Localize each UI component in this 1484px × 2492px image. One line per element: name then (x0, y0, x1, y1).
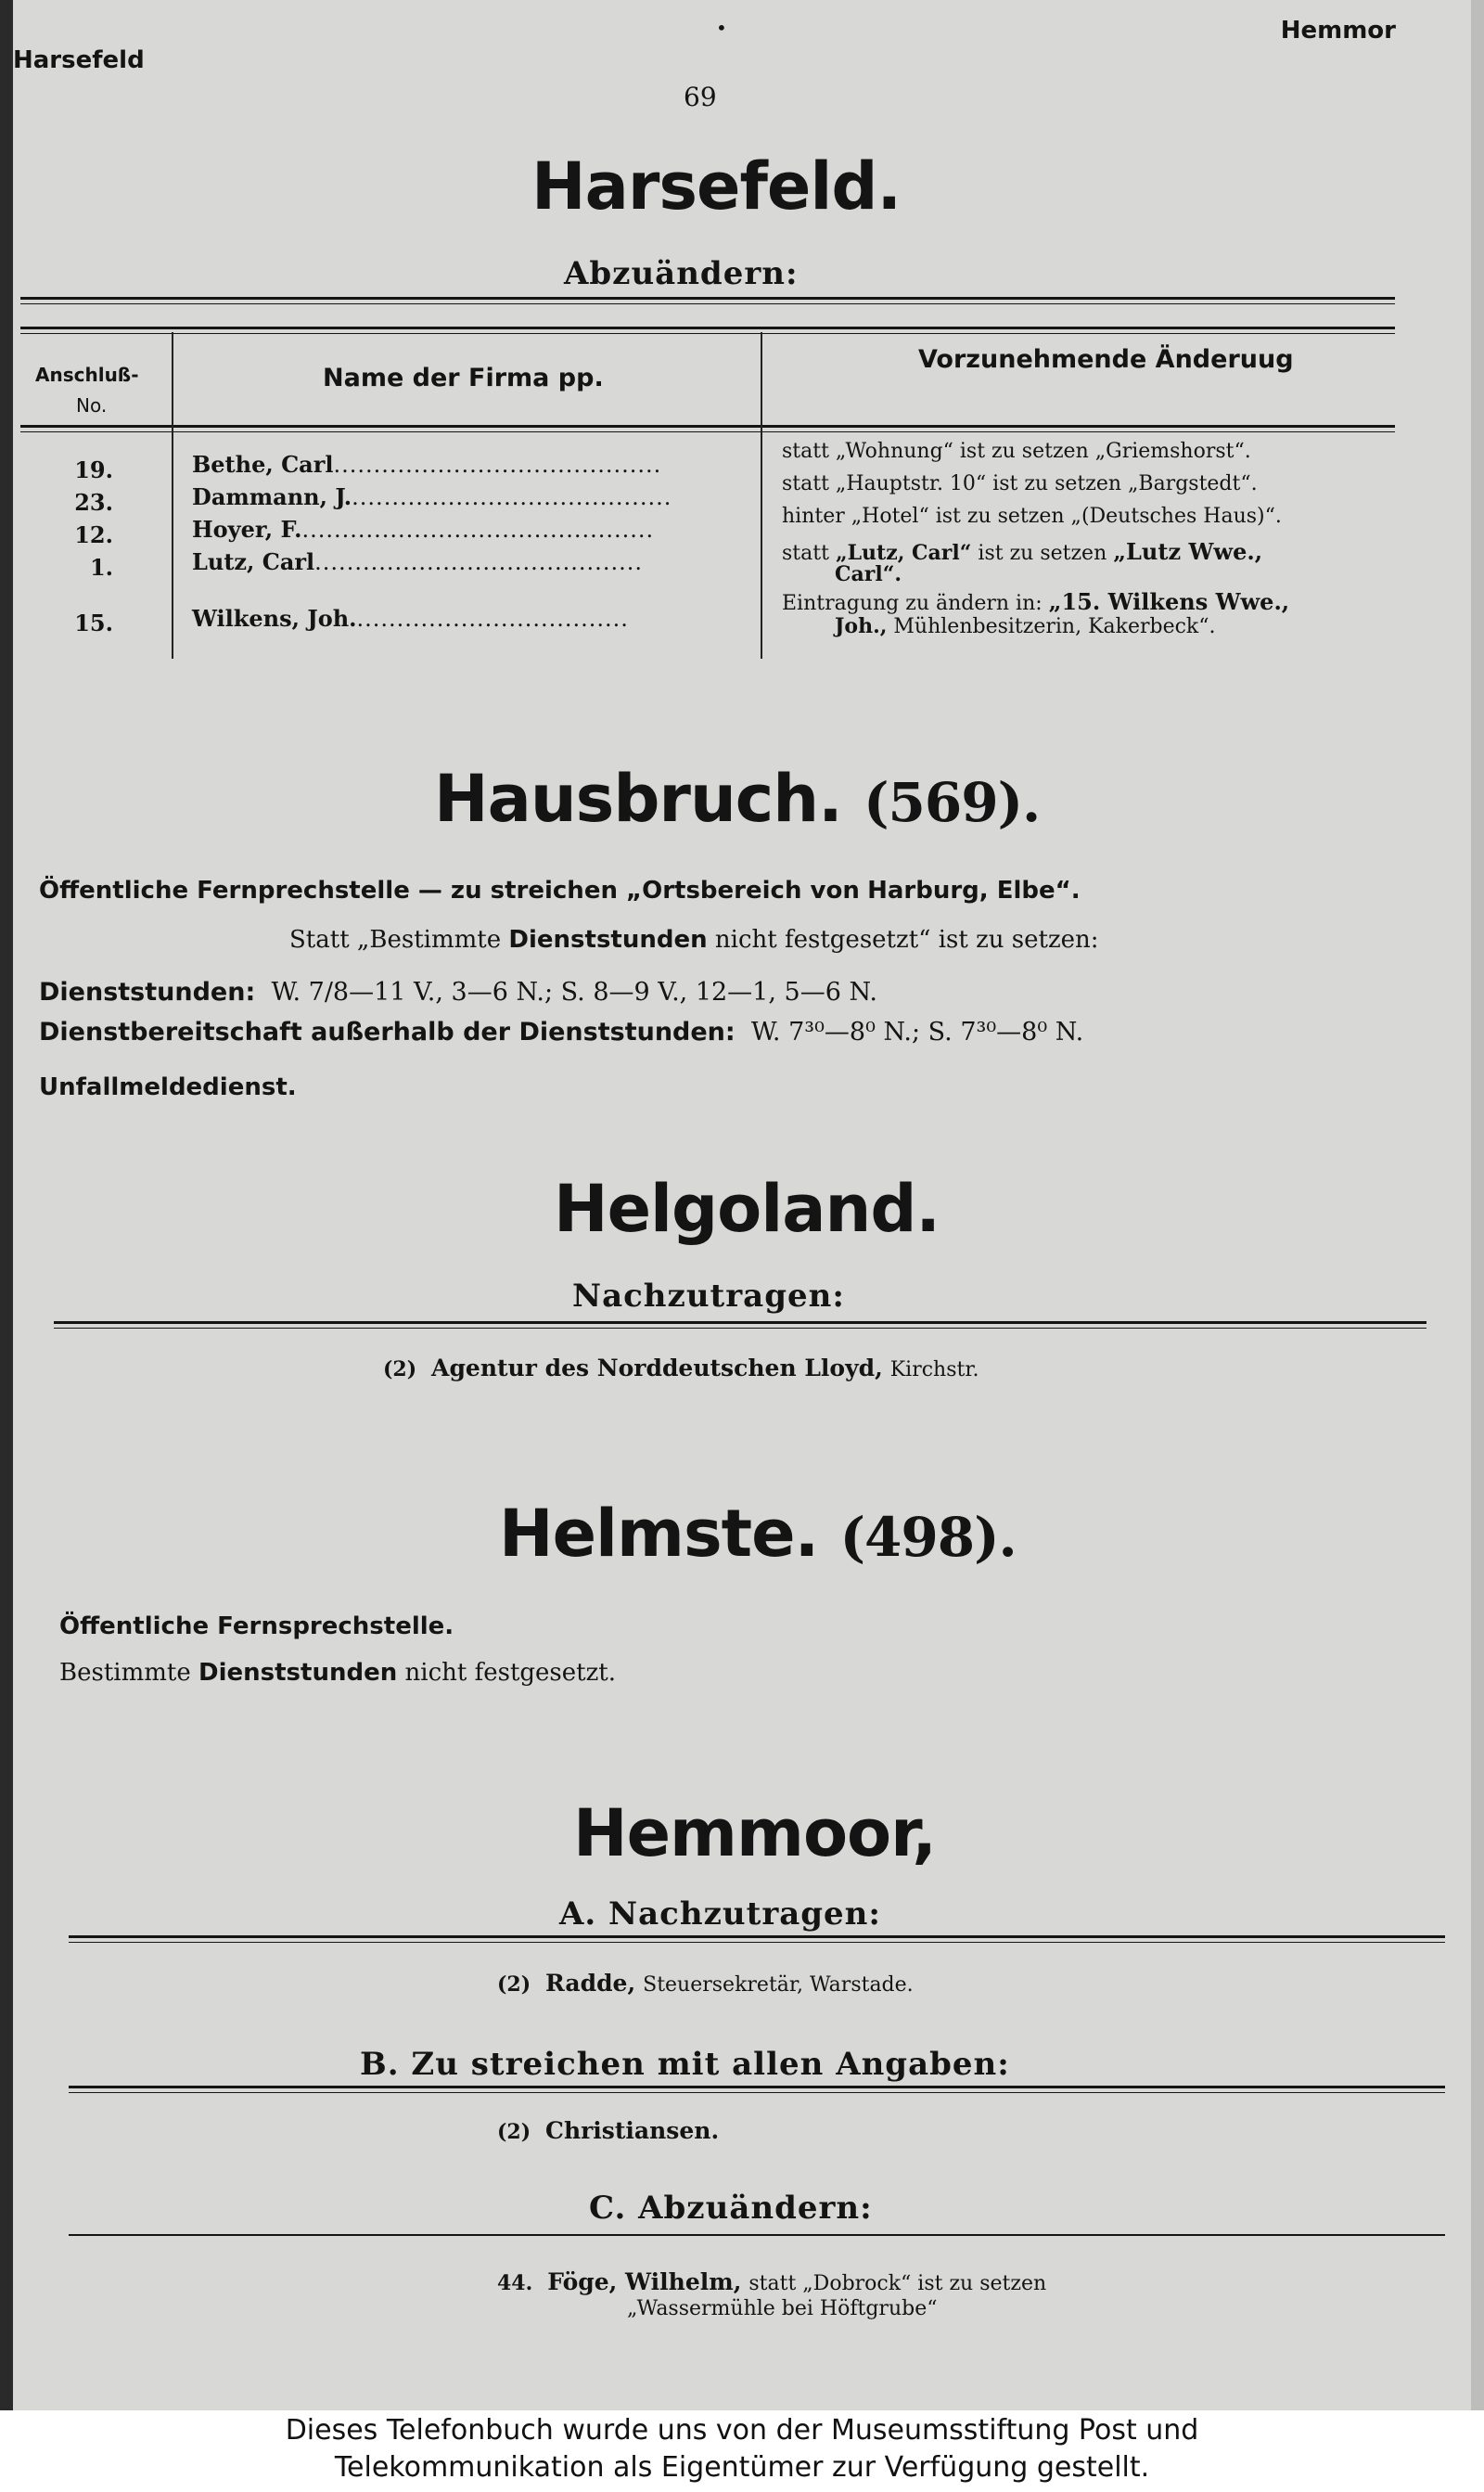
harsefeld-subtitle: Abzuändern: (564, 255, 799, 292)
helgoland-entry (383, 1355, 979, 1381)
row-number: 1. (89, 554, 113, 581)
hours-text: W. 7³⁰—8⁰ N.; S. 7³⁰—8⁰ N. (750, 1018, 1084, 1047)
row-name-text: Wilkens, Joh. (192, 605, 357, 632)
leader-dots: ......................................... (333, 452, 662, 478)
change-bold: „Lutz Wwe., (1113, 538, 1263, 565)
row-change (782, 538, 1262, 565)
leader-dots: ............................................ (301, 517, 655, 543)
hours-text: W. 7/8—11 V., 3—6 N.; S. 8—9 V., 12—1, 5—6 N. (271, 978, 877, 1007)
hausbruch-line-4 (39, 1018, 1083, 1047)
helmste-title (499, 1496, 1017, 1572)
section-rule (69, 2086, 1445, 2093)
entry-detail: Kirchstr. (889, 1358, 979, 1381)
table-header-bottom-rule (20, 425, 1395, 432)
hemmoor-section-b-title: B. Zu streichen mit allen Angaben: (360, 2046, 1010, 2083)
helmste-line-1: Öffentliche Fernsprechstelle. (59, 1612, 454, 1640)
place-number: (569). (864, 771, 1041, 834)
table-top-rule (20, 297, 1395, 304)
place-ref-bold: Harburg, Elbe“. (867, 877, 1081, 905)
row-change: statt „Hauptstr. 10“ ist zu setzen „Bargstedt“. (782, 472, 1258, 495)
helgoland-title: Helgoland. (554, 1171, 940, 1247)
section-rule (54, 1321, 1426, 1329)
col-header-no: No. (76, 394, 108, 417)
row-number: 15. (74, 610, 113, 636)
row-number: 12. (74, 521, 113, 548)
caption-line-2: Telekommunikation als Eigentümer zur Verfügung gestellt. (334, 2451, 1150, 2484)
row-name-text: Lutz, Carl (192, 548, 315, 575)
archive-caption (0, 2412, 1484, 2492)
hausbruch-line-5: Unfallmeldedienst. (39, 1073, 297, 1101)
text-bold: Dienststunden (198, 1659, 398, 1687)
row-name-text: Hoyer, F. (192, 516, 302, 543)
text: Statt „Bestimmte (289, 926, 502, 954)
text-bold: Dienststunden (508, 926, 708, 954)
text: Bestimmte (59, 1659, 191, 1687)
text: nicht festgesetzt. (404, 1659, 617, 1687)
hemmoor-entry-b (497, 2117, 719, 2144)
row-name (192, 548, 643, 575)
col-header-anschluss: Anschluß- (35, 364, 139, 386)
table-col-divider-1 (172, 332, 173, 659)
change-bold: „Lutz, Carl“ (835, 541, 972, 565)
hausbruch-line-3 (39, 978, 877, 1007)
entry-detail: statt „Dobrock“ ist zu setzen (748, 2272, 1047, 2295)
label-bold: Öffentliche Fernprechstelle — zu streichen „Ortsbereich von (39, 877, 860, 905)
row-name-text: Bethe, Carl (192, 451, 334, 478)
caption-line-1: Dieses Telefonbuch wurde uns von der Museumsstiftung Post und (285, 2414, 1199, 2447)
row-number: 23. (74, 489, 113, 516)
col-header-name: Name der Firma pp. (323, 364, 604, 392)
helmste-line-2 (59, 1659, 616, 1687)
change-bold: Joh., (835, 614, 888, 638)
leader-dots: ......................................... (314, 549, 643, 575)
place-name: Hausbruch. (434, 761, 842, 837)
entry-name: Radde, (545, 1970, 636, 1997)
change-text: Mühlenbesitzerin, Kakerbeck“. (893, 615, 1216, 638)
running-header-left: Harsefeld (13, 46, 145, 74)
place-name: Helmste. (499, 1496, 819, 1572)
page-number: 69 (684, 82, 717, 112)
leader-dots: .................................. (356, 606, 629, 632)
row-change (782, 588, 1289, 615)
row-change: statt „Wohnung“ ist zu setzen „Griemshorst“. (782, 440, 1251, 463)
row-change-continued: Carl“. (835, 562, 902, 586)
row-name-text: Dammann, J. (192, 483, 352, 510)
text: nicht festgesetzt“ ist zu setzen: (714, 926, 1099, 954)
hemmoor-entry-c (497, 2268, 1046, 2295)
row-name (192, 451, 661, 478)
hausbruch-title (434, 761, 1040, 837)
hemmoor-section-c-title: C. Abzuändern: (589, 2190, 873, 2227)
entry-detail: Steuersekretär, Warstade. (643, 1973, 914, 1997)
row-number: 19. (74, 456, 113, 483)
running-header-right: Hemmor (1280, 17, 1396, 45)
table-col-divider-2 (761, 332, 762, 659)
hemmoor-section-a-title: A. Nachzutragen: (559, 1895, 881, 1933)
label-bold: Dienststunden: (39, 978, 256, 1007)
change-text: statt (782, 542, 829, 565)
row-name (192, 516, 654, 543)
change-bold: „15. Wilkens Wwe., (1048, 588, 1290, 615)
row-change: hinter „Hotel“ ist zu setzen „(Deutsches Haus)“. (782, 505, 1282, 528)
print-mark: • (716, 17, 727, 39)
hausbruch-line-1 (39, 877, 1081, 905)
section-rule (69, 1935, 1445, 1943)
harsefeld-title: Harsefeld. (531, 148, 902, 225)
change-text: Eintragung zu ändern in: (782, 592, 1043, 615)
entry-name: Föge, Wilhelm, (547, 2268, 742, 2295)
entry-name: Agentur des Norddeutschen Lloyd, (431, 1355, 883, 1381)
hemmoor-entry-a (497, 1970, 914, 1997)
label-bold: Dienstbereitschaft außerhalb der Dienststunden: (39, 1018, 736, 1047)
row-change-continued (835, 614, 1216, 638)
entry-name: Christiansen. (545, 2117, 720, 2144)
helgoland-subtitle: Nachzutragen: (572, 1278, 845, 1315)
col-header-change: Vorzunehmende Änderuug (918, 345, 1294, 374)
leader-dots: ........................................ (352, 484, 672, 510)
section-rule (69, 2234, 1445, 2236)
entry-number: (2) (497, 1972, 531, 1997)
hemmoor-entry-c-continued: „Wassermühle bei Höftgrube“ (627, 2297, 938, 2320)
change-text: ist zu setzen (978, 542, 1107, 565)
entry-number: (2) (383, 1357, 417, 1381)
row-name (192, 605, 629, 632)
place-number: (498). (839, 1506, 1017, 1569)
hemmoor-title: Hemmoor, (573, 1795, 936, 1871)
entry-number: (2) (497, 2120, 531, 2144)
table-header-top-rule (20, 327, 1395, 334)
row-name (192, 483, 672, 510)
entry-number: 44. (497, 2271, 533, 2295)
hausbruch-line-2 (289, 926, 1099, 954)
